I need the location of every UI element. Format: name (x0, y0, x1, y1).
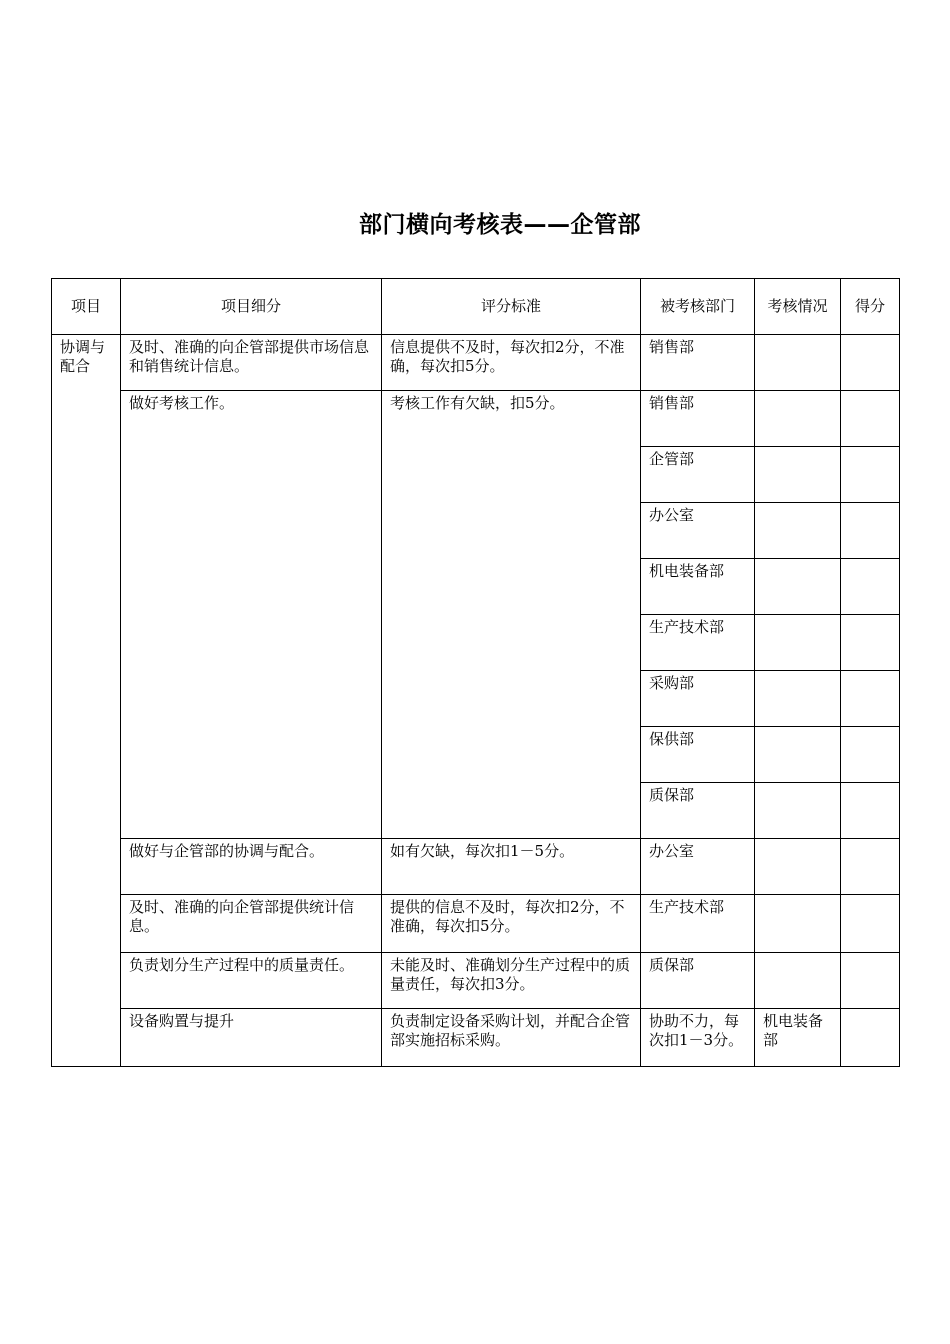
standard-cell: 如有欠缺，每次扣1－5分。 (382, 839, 641, 895)
table-row (52, 335, 900, 391)
detail-cell: 做好考核工作。 (121, 391, 382, 839)
table-row (52, 895, 900, 953)
dept-cell: 机电装备部 (755, 1009, 841, 1067)
assessment-table (51, 278, 900, 1067)
header-detail: 项目细分 (121, 279, 382, 335)
status-cell[interactable] (755, 391, 841, 447)
table-row (52, 953, 900, 1009)
detail-cell: 做好与企管部的协调与配合。 (121, 839, 382, 895)
header-standard: 评分标准 (382, 279, 641, 335)
status-cell[interactable] (755, 559, 841, 615)
score-cell[interactable] (841, 727, 900, 783)
dept-cell: 生产技术部 (641, 615, 755, 671)
dept-cell: 生产技术部 (641, 895, 755, 953)
score-cell[interactable] (841, 335, 900, 391)
dept-cell: 质保部 (641, 953, 755, 1009)
standard-cell: 提供的信息不及时，每次扣2分，不准确，每次扣5分。 (382, 895, 641, 953)
dept-cell: 采购部 (641, 671, 755, 727)
status-cell[interactable] (841, 1009, 900, 1067)
score-cell[interactable] (841, 953, 900, 1009)
score-cell[interactable] (841, 671, 900, 727)
header-dept: 被考核部门 (641, 279, 755, 335)
dept-cell: 销售部 (641, 391, 755, 447)
detail-cell: 负责划分生产过程中的质量责任。 (121, 953, 382, 1009)
dept-cell: 办公室 (641, 839, 755, 895)
score-cell[interactable] (841, 895, 900, 953)
dept-cell: 质保部 (641, 783, 755, 839)
table-row (52, 391, 900, 447)
status-cell[interactable] (755, 783, 841, 839)
standard-cell: 考核工作有欠缺，扣5分。 (382, 391, 641, 839)
score-cell[interactable] (841, 783, 900, 839)
item-cell: 协调与配合 (52, 335, 121, 1067)
page-title: 部门横向考核表——企管部 (359, 212, 641, 238)
table-row (52, 1009, 900, 1067)
status-cell[interactable] (755, 839, 841, 895)
item-cell: 设备购置与提升 (121, 1009, 382, 1067)
header-score: 得分 (841, 279, 900, 335)
detail-cell: 及时、准确的向企管部提供统计信息。 (121, 895, 382, 953)
header-item: 项目 (52, 279, 121, 335)
header-status: 考核情况 (755, 279, 841, 335)
score-cell[interactable] (841, 559, 900, 615)
status-cell[interactable] (755, 503, 841, 559)
dept-cell: 机电装备部 (641, 559, 755, 615)
status-cell[interactable] (755, 615, 841, 671)
score-cell[interactable] (841, 391, 900, 447)
dept-cell: 销售部 (641, 335, 755, 391)
score-cell[interactable] (841, 447, 900, 503)
detail-cell: 及时、准确的向企管部提供市场信息和销售统计信息。 (121, 335, 382, 391)
score-cell[interactable] (841, 503, 900, 559)
table-row (52, 839, 900, 895)
standard-cell: 未能及时、准确划分生产过程中的质量责任，每次扣3分。 (382, 953, 641, 1009)
score-cell[interactable] (841, 839, 900, 895)
status-cell[interactable] (755, 727, 841, 783)
status-cell[interactable] (755, 895, 841, 953)
status-cell[interactable] (755, 953, 841, 1009)
dept-cell: 办公室 (641, 503, 755, 559)
standard-cell: 协助不力，每次扣1－3分。 (641, 1009, 755, 1067)
table-header-row (52, 279, 900, 335)
score-cell[interactable] (841, 615, 900, 671)
dept-cell: 企管部 (641, 447, 755, 503)
status-cell[interactable] (755, 671, 841, 727)
detail-cell: 负责制定设备采购计划，并配合企管部实施招标采购。 (382, 1009, 641, 1067)
status-cell[interactable] (755, 447, 841, 503)
dept-cell: 保供部 (641, 727, 755, 783)
standard-cell: 信息提供不及时，每次扣2分，不准确，每次扣5分。 (382, 335, 641, 391)
status-cell[interactable] (755, 335, 841, 391)
